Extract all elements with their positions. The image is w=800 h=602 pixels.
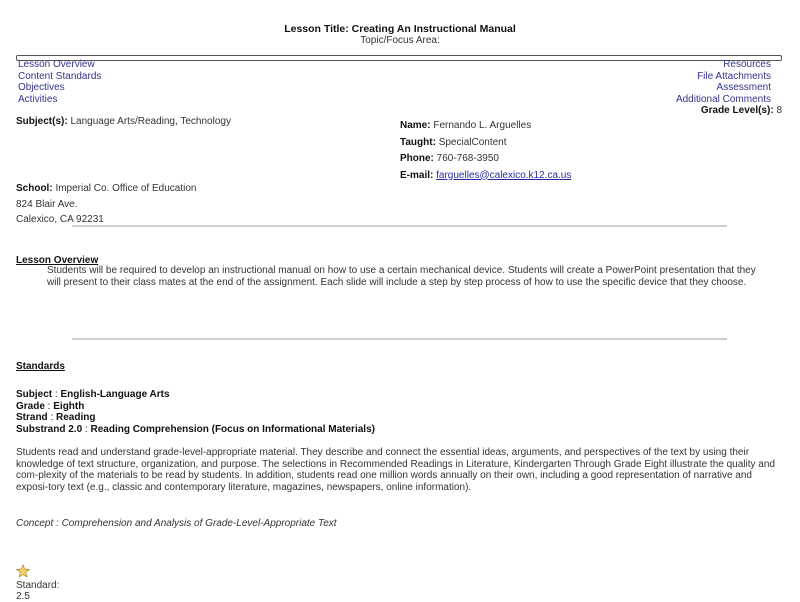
concept-text: Concept : Comprehension and Analysis of Grade-Level-Appropriate Text	[16, 518, 337, 529]
nav-additional-comments[interactable]: Additional Comments	[675, 93, 771, 105]
teacher-info	[400, 118, 571, 184]
standards-heading: Standards	[16, 361, 65, 372]
section-divider-bar	[16, 55, 782, 61]
nav-left	[18, 59, 101, 105]
taught-row	[400, 135, 571, 152]
nav-content-standards[interactable]: Content Standards	[18, 70, 102, 82]
email-link[interactable]: farguelles@calexico.k12.ca.us	[436, 169, 572, 181]
phone-label: Phone:	[400, 153, 434, 164]
nav-resources[interactable]: Resources	[723, 59, 771, 70]
nav-activities[interactable]: Activities	[18, 93, 58, 105]
separator: :	[52, 389, 61, 400]
school-address-line2: Calexico, CA 92231	[16, 214, 104, 225]
grade-level-value: 8	[776, 105, 782, 116]
taught-label: Taught:	[400, 136, 436, 148]
separator: :	[44, 400, 54, 412]
standard-grade	[16, 401, 375, 413]
nav-objectives[interactable]: Objectives	[18, 82, 65, 93]
name-label: Name:	[400, 120, 431, 131]
standard-substrand	[16, 424, 375, 436]
email-label: E-mail:	[400, 169, 434, 181]
standard-entry	[16, 580, 59, 602]
separator: :	[47, 412, 57, 423]
nav-right	[676, 59, 771, 105]
school-info	[16, 181, 196, 228]
standard-substrand-label: Substrand 2.0	[16, 423, 83, 435]
standard-substrand-value: Reading Comprehension (Focus on Informational Materials)	[90, 423, 375, 435]
standard-label: Standard:	[16, 580, 60, 591]
phone-row	[400, 151, 571, 168]
name-value: Fernando L. Arguelles	[433, 120, 532, 131]
grade-level	[701, 105, 782, 116]
school-name: Imperial Co. Office of Education	[55, 183, 197, 194]
nav-file-attachments[interactable]: File Attachments	[697, 70, 771, 82]
taught-value: SpecialContent	[438, 136, 507, 148]
lesson-overview-heading: Lesson Overview	[16, 255, 99, 266]
email-row	[400, 168, 571, 185]
teacher-name-row	[400, 118, 571, 135]
standard-subject-label: Subject	[16, 389, 53, 400]
standard-subject-value: English-Language Arts	[60, 389, 170, 400]
grade-level-label: Grade Level(s):	[700, 105, 774, 116]
school-address-line1: 824 Blair Ave.	[16, 198, 78, 210]
lesson-overview-text: Students will be required to develop an instructional manual on how to use a certain mechanical device. Students will create a PowerPoint presentation that they will present to their class mates at the end of the assignment. Each slide will include a step by step process of how to use the specific device that they choose.	[47, 265, 756, 288]
standard-strand	[16, 412, 375, 424]
topic-focus-area: Topic/Focus Area:	[360, 35, 440, 46]
standard-strand-value: Reading	[56, 412, 96, 423]
subjects-value: Language Arts/Reading, Technology	[70, 116, 231, 127]
subjects-label: Subject(s):	[16, 116, 68, 127]
separator: :	[82, 423, 91, 435]
school-label: School:	[16, 183, 53, 194]
standard-grade-value: Eighth	[53, 400, 85, 412]
lesson-title: Lesson Title: Creating An Instructional Manual	[284, 23, 516, 35]
standard-grade-label: Grade	[16, 400, 45, 412]
subjects	[16, 116, 231, 127]
nav-assessment[interactable]: Assessment	[716, 82, 771, 93]
standard-strand-label: Strand	[16, 412, 48, 423]
standards-description: Students read and understand grade-level-appropriate material. They describe and connect the essential ideas, arguments, and perspectives of the text by using their knowledge of text structure, organization, and purpose. The selections in Recommended Readings in Literature, Kindergarten Through Grade Eight illustrate the quality and com-plexity of the materials to be read by students. In addition, students read one million words annually on their own, including a good representation of narrative and exposi-tory text (e.g., classic and contemporary literature, magazines, newspapers, online information).	[16, 447, 775, 493]
star-icon[interactable]	[16, 564, 30, 578]
phone-value: 760-768-3950	[436, 153, 499, 164]
standards-meta	[16, 389, 375, 435]
school-row	[16, 181, 196, 197]
divider	[72, 225, 727, 227]
standard-number: 2.5	[16, 591, 30, 602]
divider	[72, 338, 727, 340]
nav-lesson-overview[interactable]: Lesson Overview	[18, 59, 95, 70]
standard-subject	[16, 389, 375, 401]
